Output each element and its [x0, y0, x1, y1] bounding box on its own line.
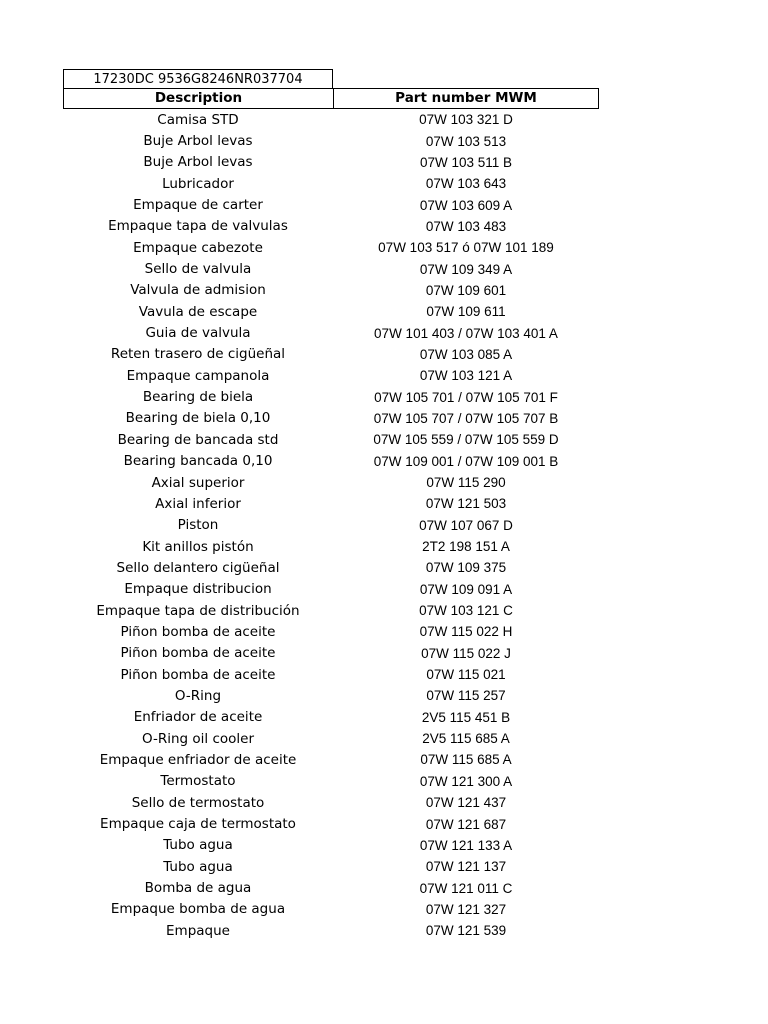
table-row [63, 749, 599, 770]
part-description: Guia de valvula [145, 325, 251, 342]
table-row [63, 600, 599, 621]
part-description: Vavula de escape [138, 303, 258, 320]
part-description: Enfriador de aceite [133, 709, 263, 726]
table-row [63, 301, 599, 322]
part-description: Reten trasero de cigüeñal [110, 346, 286, 363]
part-description: Buje Arbol levas [143, 154, 253, 171]
table-row [63, 408, 599, 429]
table-row [63, 728, 599, 749]
part-number: 07W 103 321 D [419, 112, 513, 128]
part-number: 07W 105 559 / 07W 105 559 D [373, 432, 559, 448]
part-description: Sello delantero cigüeñal [116, 559, 280, 576]
part-description: Piston [177, 517, 219, 534]
part-number: 07W 105 707 / 07W 105 707 B [373, 410, 559, 426]
part-description: Empaque de carter [133, 197, 263, 214]
table-row [63, 621, 599, 642]
part-description: Empaque cabezote [133, 239, 263, 256]
part-number: 07W 121 503 [425, 496, 507, 512]
part-description: Piñon bomba de aceite [120, 666, 276, 683]
table-row [63, 707, 599, 728]
table-row [63, 280, 599, 301]
part-number-column-header: Part number MWM [395, 90, 537, 106]
table-row [63, 643, 599, 664]
part-number: 07W 103 121 A [419, 368, 513, 384]
part-number: 07W 121 437 [425, 795, 507, 811]
table-row [63, 579, 599, 600]
table-row [63, 920, 599, 941]
part-number: 07W 103 121 C [419, 603, 513, 619]
table-row [63, 451, 599, 472]
part-number: 07W 109 001 / 07W 109 001 B [373, 453, 559, 469]
part-number: 07W 121 539 [425, 923, 507, 939]
part-number: 07W 109 091 A [419, 581, 513, 597]
table-row [63, 771, 599, 792]
part-description: Sello de valvula [144, 261, 252, 278]
part-description: Piñon bomba de aceite [120, 645, 276, 662]
table-header [63, 88, 599, 109]
table-row [63, 130, 599, 151]
part-description: Bearing bancada 0,10 [123, 453, 273, 470]
part-description: Kit anillos pistón [142, 538, 254, 555]
table-row [63, 386, 599, 407]
part-description: Empaque caja de termostato [100, 816, 296, 833]
part-description: Valvula de admision [130, 282, 266, 299]
table-row [63, 173, 599, 194]
table-row [63, 899, 599, 920]
table-row [63, 429, 599, 450]
part-number: 07W 121 300 A [419, 773, 513, 789]
part-number: 07W 115 022 J [421, 645, 511, 661]
table-row [63, 216, 599, 237]
part-description: Termostato [160, 773, 236, 790]
part-number: 07W 103 513 [425, 133, 507, 149]
table-row [63, 557, 599, 578]
table-row [63, 536, 599, 557]
table-row [63, 515, 599, 536]
part-description: Tubo agua [163, 837, 233, 854]
table-row [63, 813, 599, 834]
part-description: Empaque tapa de distribución [96, 602, 300, 619]
part-number: 07W 121 011 C [419, 880, 513, 896]
table-row [63, 109, 599, 130]
part-description: Bearing de biela [142, 389, 254, 406]
part-description: Empaque tapa de valvulas [108, 218, 288, 235]
part-description: Empaque [166, 922, 230, 939]
part-description: O-Ring oil cooler [141, 730, 255, 747]
part-description: Lubricador [162, 175, 234, 192]
description-column-header: Description [64, 89, 334, 108]
part-description: O-Ring [174, 687, 222, 704]
table-row [63, 194, 599, 215]
part-description: Empaque campanola [126, 367, 270, 384]
table-row [63, 344, 599, 365]
part-number: 07W 103 483 [425, 218, 507, 234]
part-number: 2T2 198 151 A [422, 539, 510, 555]
part-description: Bearing de biela 0,10 [125, 410, 271, 427]
part-number: 07W 115 257 [426, 688, 506, 704]
part-description: Camisa STD [157, 111, 239, 128]
part-description: Tubo agua [163, 858, 233, 875]
part-number: 07W 103 517 ó 07W 101 189 [378, 240, 554, 256]
part-description: Empaque distribucion [124, 581, 272, 598]
part-number: 07W 115 290 [426, 475, 506, 491]
part-description: Piñon bomba de aceite [120, 623, 276, 640]
part-number: 07W 109 375 [425, 560, 507, 576]
part-number: 07W 107 067 D [419, 517, 513, 533]
table-row [63, 493, 599, 514]
part-number: 07W 109 601 [425, 282, 507, 298]
table-row [63, 664, 599, 685]
table-row [63, 322, 599, 343]
parts-table-body [63, 109, 599, 941]
part-description: Axial superior [151, 474, 245, 491]
table-row [63, 365, 599, 386]
part-number: 07W 115 685 A [420, 752, 512, 768]
part-number: 07W 115 021 [426, 667, 506, 683]
table-row [63, 792, 599, 813]
table-row [63, 258, 599, 279]
part-number: 2V5 115 685 A [422, 731, 510, 747]
part-description: Bomba de agua [144, 880, 252, 897]
part-number: 2V5 115 451 B [421, 709, 511, 725]
table-row [63, 472, 599, 493]
table-row [63, 877, 599, 898]
part-description: Bearing de bancada std [117, 431, 279, 448]
part-number: 07W 109 611 [426, 304, 506, 320]
part-description: Empaque enfriador de aceite [99, 751, 297, 768]
part-description: Sello de termostato [131, 794, 265, 811]
part-number: 07W 115 022 H [419, 624, 513, 640]
part-number: 07W 103 609 A [419, 197, 513, 213]
part-description: Empaque bomba de agua [110, 901, 286, 918]
part-number: 07W 103 643 [425, 176, 507, 192]
table-row [63, 856, 599, 877]
table-row [63, 685, 599, 706]
part-number: 07W 105 701 / 07W 105 701 F [374, 389, 558, 405]
table-row [63, 835, 599, 856]
part-number: 07W 121 327 [425, 901, 507, 917]
part-description: Axial inferior [155, 495, 241, 512]
table-row [63, 152, 599, 173]
part-number: 07W 121 133 A [419, 837, 513, 853]
part-number: 07W 121 137 [425, 859, 507, 875]
part-number: 07W 101 403 / 07W 103 401 A [374, 325, 558, 341]
part-number: 07W 109 349 A [419, 261, 513, 277]
part-number: 07W 121 687 [425, 816, 507, 832]
part-description: Buje Arbol levas [143, 133, 253, 150]
table-row [63, 237, 599, 258]
part-number: 07W 103 085 A [419, 346, 513, 362]
part-number: 07W 103 511 B [419, 154, 513, 170]
document-code: 17230DC 9536G8246NR037704 [63, 69, 333, 89]
